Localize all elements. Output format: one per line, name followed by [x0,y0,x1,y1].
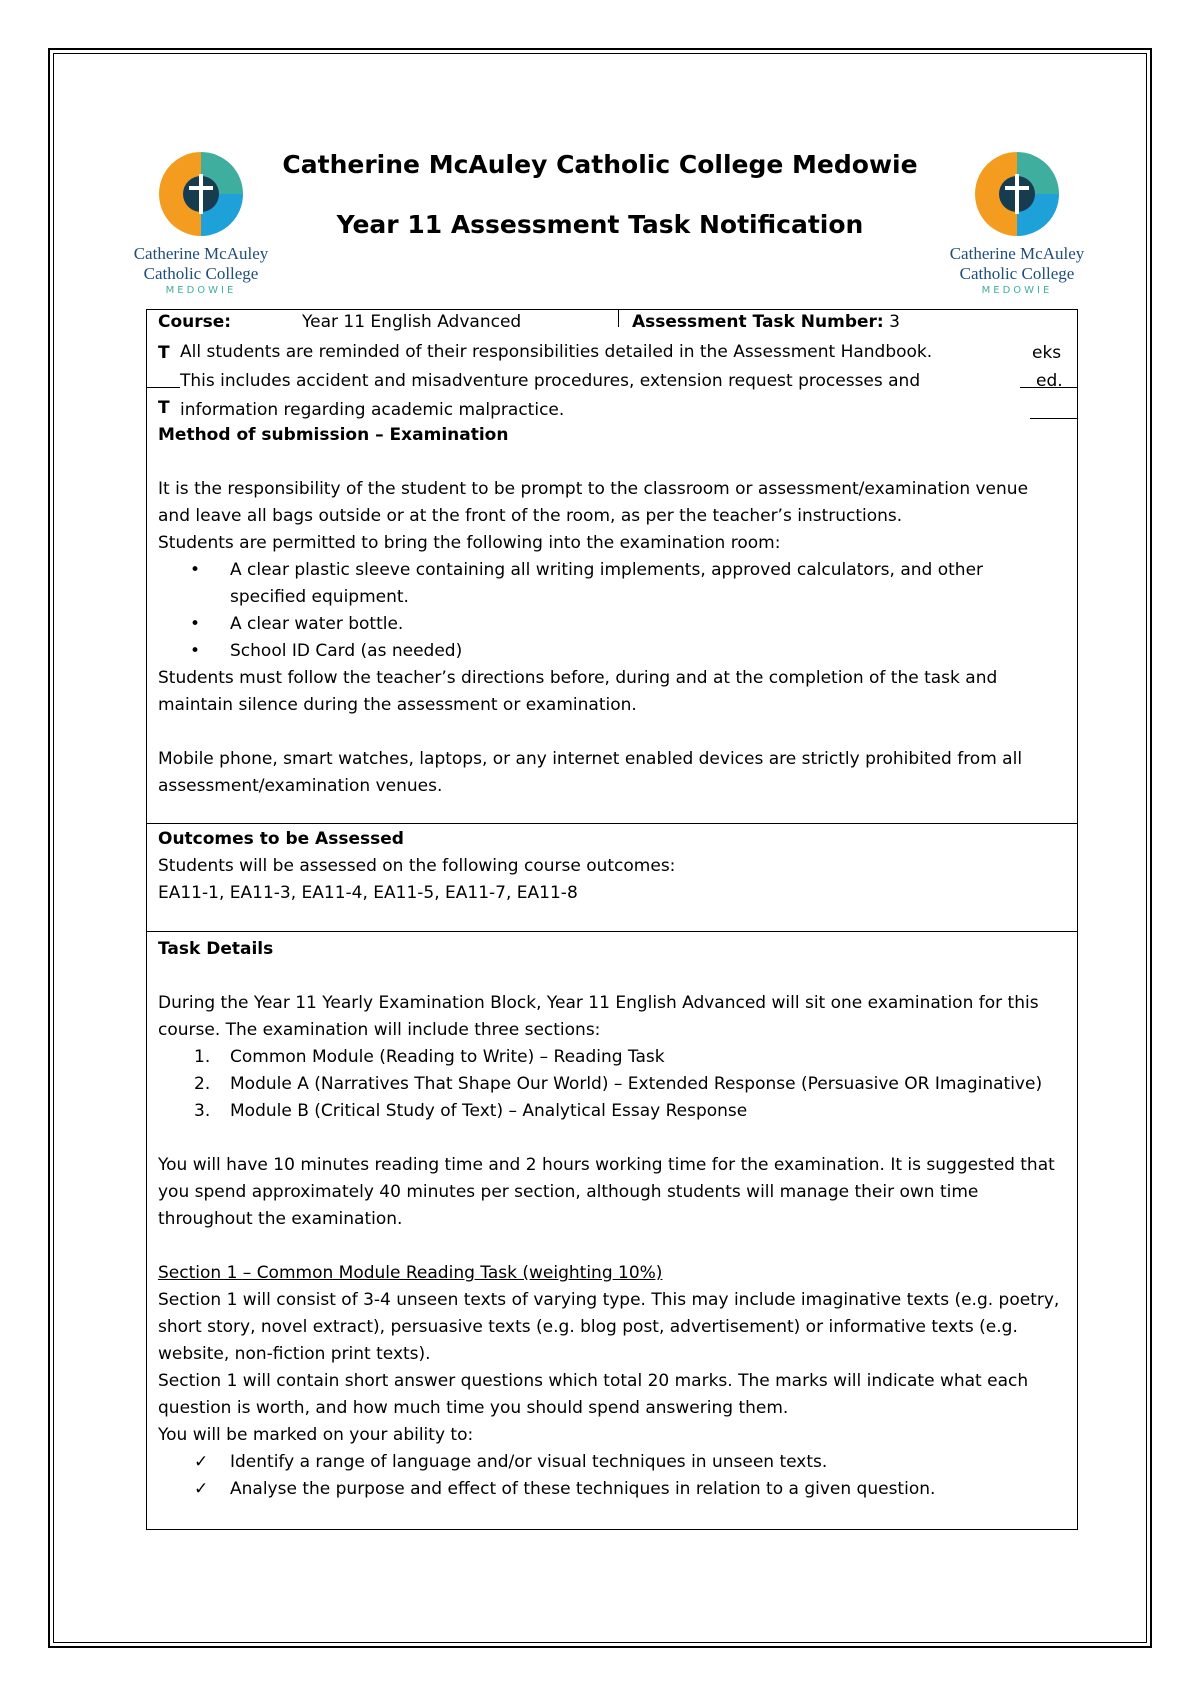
reminder-line-2: This includes accident and misadventure procedures, extension request processes and [180,371,921,391]
college-logo-right [942,144,1092,297]
table-divider [618,309,619,327]
task-details-content [158,936,1063,1503]
outcomes-heading: Outcomes to be Assessed [158,829,404,849]
exam-sections-list [158,1044,1063,1125]
list-item-text: Identify a range of language and/or visual techniques in unseen texts. [230,1452,828,1472]
list-item [158,1098,1063,1125]
course-label: Course: [158,312,232,332]
submission-para-4: Mobile phone, smart watches, laptops, or any internet enabled devices are strictly prohibited from all assessment/examination venues. [158,749,1023,796]
outcomes-list: EA11-1, EA11-3, EA11-4, EA11-5, EA11-7, EA11-8 [158,883,578,903]
task-number-label: Assessment Task Number: [632,312,884,332]
submission-para-3: Students must follow the teacher’s directions before, during and at the completion of the task and maintain silence during the assessment or examination. [158,668,998,715]
checkmark-icon: ✓ [194,1479,209,1499]
handbook-reminder [180,338,1020,425]
submission-heading: Method of submission – Examination [158,425,509,445]
table-border-top [146,309,1078,310]
task-number [632,311,900,333]
logo-text-line2: Catholic College [143,264,259,283]
submission-para-2: Students are permitted to bring the following into the examination room: [158,533,781,553]
checkmark-icon: ✓ [194,1452,209,1472]
list-item-text: Module B (Critical Study of Text) – Analytical Essay Response [230,1101,748,1121]
section1-para-3: You will be marked on your ability to: [158,1425,474,1445]
course-value: Year 11 English Advanced [302,312,522,332]
reminder-line-3: information regarding academic malpractice. [180,400,565,420]
list-number: 3. [194,1101,211,1121]
college-name: Catherine McAuley Catholic College Medowie [282,150,918,179]
row3-left-fragment: T [158,398,170,418]
college-crest-icon [971,144,1063,244]
college-crest-icon [155,144,247,244]
task-number-value: 3 [889,312,900,332]
list-item-text: Module A (Narratives That Shape Our World) – Extended Response (Persuasive OR Imaginative) [230,1074,1043,1094]
list-item: • School ID Card (as needed) [158,638,1063,665]
list-item [158,1071,1063,1098]
marking-criteria-list [158,1449,1063,1503]
college-logo-left [126,144,276,297]
list-item: • A clear plastic sleeve containing all writing implements, approved calculators, and other specified equipment. [158,557,1063,611]
row2-right-fragment-2: ed. [1036,371,1063,391]
submission-content [158,422,1063,800]
list-item [158,1449,1063,1476]
table-border-right [1077,309,1078,417]
task-heading: Task Details [158,939,274,959]
section1-para-1: Section 1 will consist of 3-4 unseen texts of varying type. This may include imaginative texts (e.g. poetry, short story, novel extract), persuasive texts (e.g. blog post, advertisement) or informative texts (e.g. website, non-fiction print texts). [158,1290,1060,1364]
list-number: 1. [194,1047,211,1067]
outcomes-content [158,826,1063,907]
submission-para-1: It is the responsibility of the student to be prompt to the classroom or assessment/examination venue and leave all bags outside or at the front of the room, as per the teacher’s instructions. [158,479,1029,526]
list-item: • A clear water bottle. [158,611,1063,638]
logo-text-line2: Catholic College [959,264,1075,283]
table-border-left [146,309,147,417]
permitted-items-list [158,557,1063,665]
list-item [158,1044,1063,1071]
notice-title: Year 11 Assessment Task Notification [336,210,864,239]
list-item-text: Common Module (Reading to Write) – Reading Task [230,1047,665,1067]
row2-right-fragment-1: eks [1032,343,1062,363]
list-item-text: Analyse the purpose and effect of these techniques in relation to a given question. [230,1479,936,1499]
reminder-line-1: All students are reminded of their responsibilities detailed in the Assessment Handbook. [180,342,933,362]
time-paragraph: You will have 10 minutes reading time and 2 hours working time for the examination. It is suggested that you spend approximately 40 minutes per section, although students will manage their own time throughout the examination. [158,1155,1055,1229]
logo-text-line3: MEDOWIE [165,285,237,296]
section1-heading: Section 1 – Common Module Reading Task (weighting 10%) [158,1263,663,1283]
row2-left-fragment: T [158,343,170,363]
section1-para-2: Section 1 will contain short answer questions which total 20 marks. The marks will indicate what each question is worth, and how much time you should spend answering them. [158,1371,1029,1418]
list-number: 2. [194,1074,211,1094]
logo-text-line1: Catherine McAuley [133,244,269,263]
list-item [158,1476,1063,1503]
task-intro: During the Year 11 Yearly Examination Block, Year 11 English Advanced will sit one examination for this course. The examination will include three sections: [158,993,1039,1040]
logo-text-line1: Catherine McAuley [949,244,1085,263]
logo-text-line3: MEDOWIE [981,285,1053,296]
outcomes-intro: Students will be assessed on the following course outcomes: [158,856,676,876]
